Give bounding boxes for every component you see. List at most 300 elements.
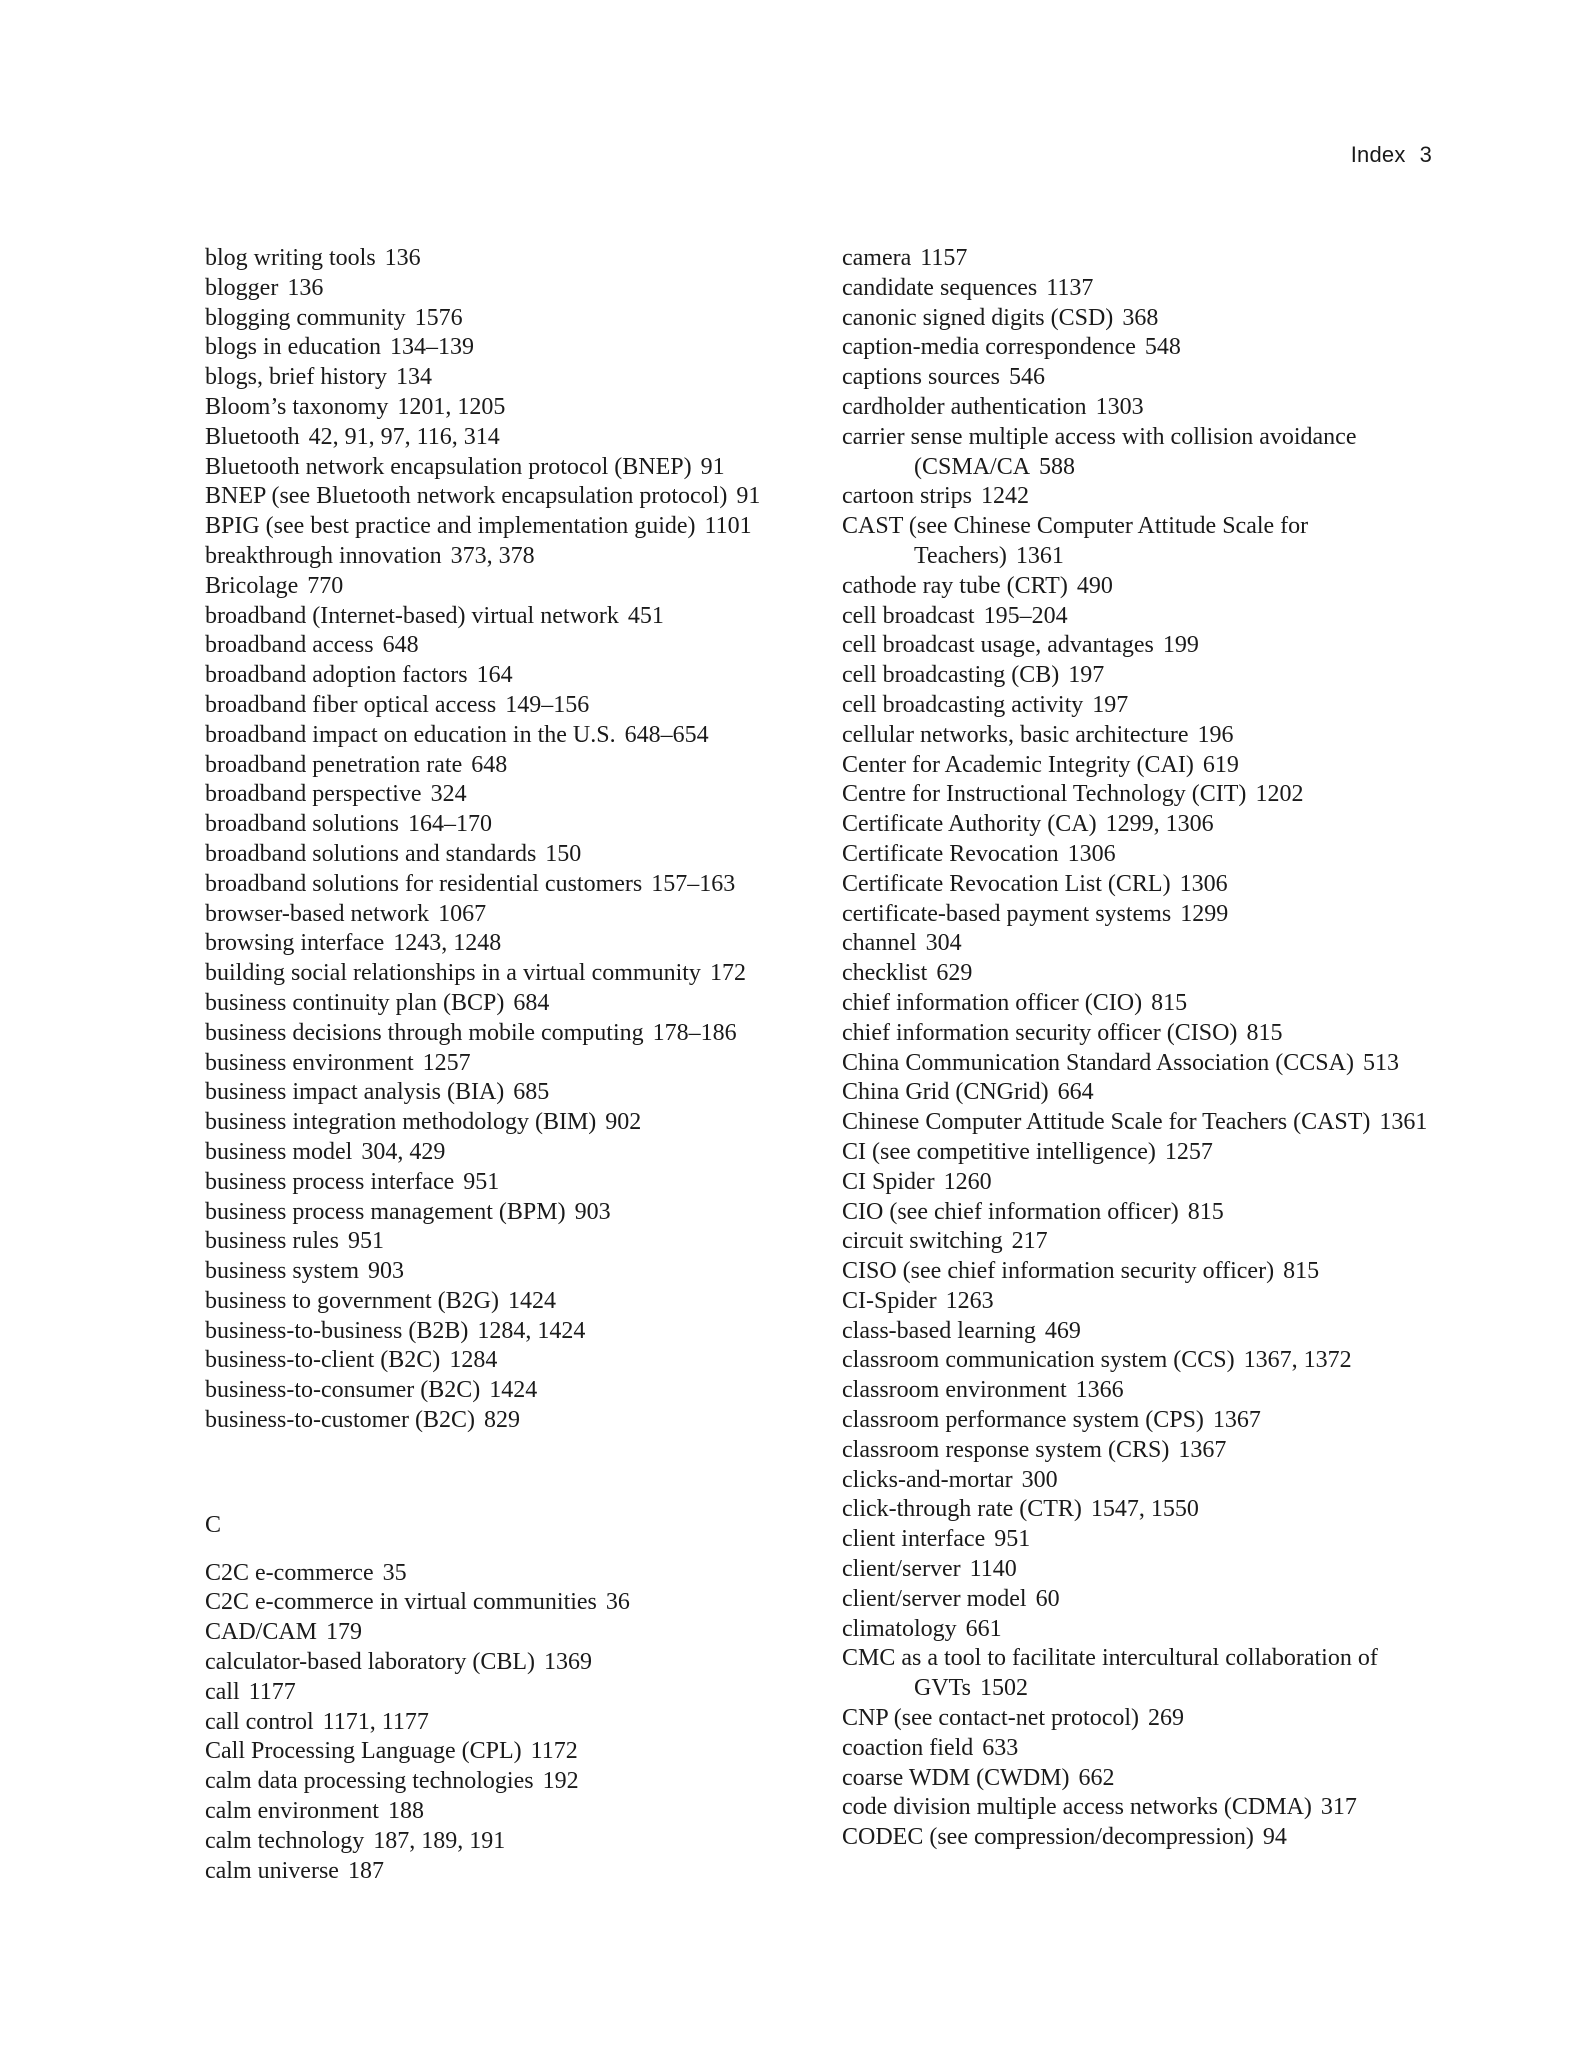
index-entry: [842, 1585, 1442, 1615]
index-entry: [842, 1287, 1442, 1317]
index-pages: 629: [936, 960, 973, 987]
index-term: classroom response system (CRS): [842, 1436, 1170, 1463]
index-pages: 192: [542, 1768, 579, 1795]
index-pages: 164–170: [407, 811, 492, 838]
index-pages: 685: [513, 1079, 550, 1106]
index-pages: 829: [483, 1407, 520, 1434]
index-term: Chinese Computer Attitude Scale for Teachers (CAST): [842, 1109, 1371, 1136]
index-pages: 1299, 1306: [1105, 811, 1214, 838]
index-entry: [205, 1559, 805, 1589]
index-entry: [205, 1708, 805, 1738]
index-entry: [205, 1227, 805, 1257]
index-pages: 136: [287, 274, 324, 301]
index-term: C2C e-commerce: [205, 1559, 374, 1586]
index-term: Certificate Revocation List (CRL): [842, 870, 1171, 897]
index-entry: [842, 989, 1442, 1019]
index-term: Certificate Revocation: [842, 840, 1059, 867]
index-term: cell broadcasting activity: [842, 691, 1084, 718]
index-pages: 60: [1035, 1585, 1060, 1612]
index-term: caption-media correspondence: [842, 334, 1136, 361]
index-entry: [842, 602, 1442, 632]
index-term: business-to-consumer (B2C): [205, 1377, 481, 1404]
index-pages: 588: [1039, 453, 1076, 480]
index-entry: [842, 1227, 1442, 1257]
index-pages: 136: [384, 245, 421, 271]
index-term: circuit switching: [842, 1228, 1003, 1255]
index-entry: [205, 1797, 805, 1827]
index-pages: 633: [982, 1734, 1019, 1761]
index-pages: 1299: [1180, 900, 1229, 927]
index-pages: 91: [700, 453, 725, 480]
index-pages: 951: [994, 1526, 1031, 1553]
index-term: client/server: [842, 1556, 961, 1583]
index-term: captions sources: [842, 364, 1000, 391]
index-term: Bloom’s taxonomy: [205, 393, 389, 420]
index-pages: 1257: [422, 1049, 471, 1076]
index-entry: [842, 929, 1442, 959]
index-term: Bluetooth network encapsulation protocol (BNEP): [205, 453, 692, 480]
index-term: broadband adoption factors: [205, 662, 468, 689]
index-term: broadband solutions: [205, 811, 399, 838]
index-entry: [842, 1049, 1442, 1079]
index-term: broadband access: [205, 632, 374, 659]
index-pages: 187: [347, 1857, 384, 1884]
index-pages: 546: [1008, 364, 1045, 391]
index-pages: 815: [1246, 1019, 1283, 1046]
index-pages: 684: [513, 989, 550, 1016]
index-pages: 1424: [507, 1287, 556, 1314]
index-term: business model: [205, 1138, 353, 1165]
index-term: business impact analysis (BIA): [205, 1079, 505, 1106]
index-term: broadband penetration rate: [205, 751, 463, 778]
index-pages: 1424: [489, 1377, 538, 1404]
index-entry: [842, 1168, 1442, 1198]
index-term: climatology: [842, 1615, 957, 1642]
index-entry: [205, 1108, 805, 1138]
index-term: coarse WDM (CWDM): [842, 1764, 1070, 1791]
index-term: business to government (B2G): [205, 1287, 499, 1314]
index-term: CAST (see Chinese Computer Attitude Scale for Teachers): [842, 513, 1309, 569]
index-term: blogging community: [205, 304, 406, 331]
index-pages: 1303: [1095, 393, 1144, 420]
index-entry: [205, 453, 805, 483]
index-pages: 648–654: [624, 721, 709, 748]
index-entry: [842, 333, 1442, 363]
index-pages: 1263: [945, 1287, 994, 1314]
index-term: broadband impact on education in the U.S.: [205, 721, 616, 748]
index-term: chief information security officer (CISO): [842, 1019, 1238, 1046]
index-term: Centre for Instructional Technology (CIT): [842, 781, 1247, 808]
index-pages: 42, 91, 97, 116, 314: [308, 423, 500, 450]
index-entry: [205, 1198, 805, 1228]
index-pages: 1361: [1015, 542, 1064, 569]
index-entry: [205, 1287, 805, 1317]
index-pages: 1284, 1424: [477, 1317, 586, 1344]
index-entry: [205, 304, 805, 334]
index-entry: [842, 840, 1442, 870]
index-entry: [205, 1767, 805, 1797]
index-entry: [205, 1168, 805, 1198]
index-entry: [842, 1257, 1442, 1287]
index-entry: [205, 363, 805, 393]
left-entries: [205, 244, 805, 1436]
index-term: cathode ray tube (CRT): [842, 572, 1068, 599]
index-entry: [205, 1857, 805, 1887]
index-pages: 134–139: [389, 334, 474, 361]
index-entry: [842, 1346, 1442, 1376]
index-entry: [842, 1793, 1442, 1823]
index-column-left: [205, 244, 805, 1886]
index-entry: [842, 393, 1442, 423]
index-entry: [205, 244, 805, 274]
index-pages: 300: [1021, 1466, 1058, 1493]
index-entry: [205, 1376, 805, 1406]
index-entry: [205, 1737, 805, 1767]
index-entry: [205, 1588, 805, 1618]
index-entry: [842, 900, 1442, 930]
index-entry: [842, 1823, 1442, 1853]
index-pages: 1257: [1164, 1138, 1213, 1165]
index-pages: 91: [736, 483, 761, 510]
index-entry: [205, 572, 805, 602]
index-entry: [842, 274, 1442, 304]
index-pages: 1284: [449, 1347, 498, 1374]
index-entry: [842, 512, 1442, 572]
index-entry: [205, 1078, 805, 1108]
index-term: calm technology: [205, 1827, 365, 1854]
index-pages: 164: [476, 662, 513, 689]
index-pages: 94: [1262, 1824, 1287, 1851]
index-entry: [205, 900, 805, 930]
index-pages: 1172: [530, 1738, 578, 1765]
index-term: broadband fiber optical access: [205, 691, 497, 718]
index-entry: [842, 482, 1442, 512]
index-term: cell broadcasting (CB): [842, 662, 1060, 689]
index-term: CIO (see chief information officer): [842, 1198, 1179, 1225]
index-term: client/server model: [842, 1585, 1027, 1612]
index-pages: 648: [382, 632, 419, 659]
index-term: clicks-and-mortar: [842, 1466, 1013, 1493]
index-entry: [205, 1618, 805, 1648]
index-entry: [842, 1615, 1442, 1645]
index-pages: 195–204: [983, 602, 1068, 629]
index-entry: [205, 274, 805, 304]
index-term: CI (see competitive intelligence): [842, 1138, 1156, 1165]
index-term: blog writing tools: [205, 245, 376, 271]
section-gap: [205, 1436, 805, 1511]
index-entry: [842, 1019, 1442, 1049]
index-term: BPIG (see best practice and implementation guide): [205, 513, 696, 540]
index-pages: 134: [395, 364, 432, 391]
index-entry: [842, 631, 1442, 661]
index-entry: [842, 1734, 1442, 1764]
index-pages: 199: [1162, 632, 1199, 659]
index-term: broadband (Internet-based) virtual network: [205, 602, 619, 629]
index-term: calm data processing technologies: [205, 1768, 534, 1795]
index-term: China Communication Standard Association (CCSA): [842, 1049, 1354, 1076]
index-term: business process management (BPM): [205, 1198, 566, 1225]
index-pages: 469: [1044, 1317, 1081, 1344]
index-term: client interface: [842, 1526, 986, 1553]
index-term: business continuity plan (BCP): [205, 989, 505, 1016]
index-entry: [205, 929, 805, 959]
index-pages: 1306: [1179, 870, 1228, 897]
index-term: Bricolage: [205, 572, 299, 599]
index-term: business decisions through mobile computing: [205, 1019, 644, 1046]
index-entry: [842, 959, 1442, 989]
index-pages: 815: [1151, 989, 1188, 1016]
index-term: business-to-business (B2B): [205, 1317, 469, 1344]
index-pages: 1367, 1372: [1243, 1347, 1352, 1374]
index-entry: [205, 1019, 805, 1049]
index-term: Certificate Authority (CA): [842, 811, 1097, 838]
index-term: Call Processing Language (CPL): [205, 1738, 522, 1765]
index-pages: 157–163: [651, 870, 736, 897]
index-term: coaction field: [842, 1734, 974, 1761]
index-pages: 1137: [1046, 274, 1094, 301]
index-pages: 197: [1068, 662, 1105, 689]
index-pages: 150: [545, 840, 582, 867]
index-term: CI Spider: [842, 1168, 935, 1195]
index-pages: 1140: [969, 1556, 1017, 1583]
index-term: business rules: [205, 1228, 339, 1255]
index-pages: 1547, 1550: [1090, 1496, 1199, 1523]
index-entry: [842, 423, 1442, 483]
index-pages: 902: [605, 1109, 642, 1136]
index-entry: [205, 1346, 805, 1376]
index-entry: [842, 1406, 1442, 1436]
index-pages: 1576: [414, 304, 463, 331]
index-entry: [205, 512, 805, 542]
index-entry: [842, 1436, 1442, 1466]
index-entry: [842, 1376, 1442, 1406]
index-entry: [205, 1678, 805, 1708]
index-term: browser-based network: [205, 900, 430, 927]
index-pages: 1242: [980, 483, 1029, 510]
index-pages: 1361: [1379, 1109, 1428, 1136]
index-pages: 188: [387, 1798, 424, 1825]
index-pages: 951: [348, 1228, 384, 1255]
index-entry: [842, 691, 1442, 721]
index-pages: 648: [471, 751, 508, 778]
index-term: CI-Spider: [842, 1287, 937, 1314]
index-entry: [842, 751, 1442, 781]
index-pages: 373, 378: [450, 542, 535, 569]
index-pages: 548: [1144, 334, 1181, 361]
index-term: broadband perspective: [205, 781, 422, 808]
index-pages: 490: [1076, 572, 1113, 599]
index-entry: [842, 1466, 1442, 1496]
running-head: [1351, 142, 1432, 168]
index-pages: 149–156: [505, 691, 590, 718]
index-entry: [842, 1555, 1442, 1585]
index-term: channel: [842, 930, 917, 957]
index-pages: 1366: [1075, 1377, 1124, 1404]
index-term: business-to-client (B2C): [205, 1347, 441, 1374]
index-pages: 178–186: [652, 1019, 737, 1046]
index-term: blogger: [205, 274, 279, 301]
index-pages: 1202: [1255, 781, 1304, 808]
index-entry: [842, 1108, 1442, 1138]
index-pages: 1171, 1177: [322, 1708, 429, 1735]
index-pages: 1306: [1067, 840, 1116, 867]
index-term: code division multiple access networks (CDMA): [842, 1794, 1312, 1821]
index-term: business process interface: [205, 1168, 455, 1195]
index-pages: 217: [1011, 1228, 1048, 1255]
index-term: CNP (see contact-net protocol): [842, 1705, 1140, 1732]
index-term: canonic signed digits (CSD): [842, 304, 1114, 331]
index-column-right: [842, 244, 1442, 1853]
index-entry: [842, 1198, 1442, 1228]
index-term: carrier sense multiple access with collision avoidance (CSMA/CA: [842, 423, 1357, 480]
index-pages: 815: [1187, 1198, 1224, 1225]
index-entry: [205, 631, 805, 661]
running-head-section: Index: [1350, 142, 1406, 167]
index-term: breakthrough innovation: [205, 542, 442, 569]
index-entry: [205, 542, 805, 572]
index-pages: 1067: [438, 900, 487, 927]
index-entry: [205, 780, 805, 810]
index-term: Center for Academic Integrity (CAI): [842, 751, 1194, 778]
index-entry: [205, 721, 805, 751]
index-term: business environment: [205, 1049, 414, 1076]
index-pages: 1502: [980, 1675, 1028, 1702]
index-pages: 304: [925, 930, 962, 957]
index-term: chief information officer (CIO): [842, 989, 1143, 1016]
index-entry: [842, 721, 1442, 751]
index-pages: 196: [1197, 721, 1234, 748]
index-entry: [205, 840, 805, 870]
index-term: building social relationships in a virtual community: [205, 960, 701, 987]
index-term: click-through rate (CTR): [842, 1496, 1082, 1523]
index-term: class-based learning: [842, 1317, 1036, 1344]
index-entry: [842, 870, 1442, 900]
index-entry: [205, 870, 805, 900]
index-entry: [842, 1704, 1442, 1734]
right-entries: [842, 244, 1442, 1853]
index-entry: [205, 1317, 805, 1347]
index-entry: [205, 423, 805, 453]
index-pages: 619: [1202, 751, 1239, 778]
index-entry: [842, 1764, 1442, 1794]
page-number: 3: [1419, 142, 1432, 167]
index-entry: [205, 1257, 805, 1287]
index-term: CMC as a tool to facilitate intercultural collaboration of GVTs: [842, 1645, 1378, 1702]
index-term: broadband solutions for residential customers: [205, 870, 643, 897]
index-entry: [205, 602, 805, 632]
index-term: checklist: [842, 960, 928, 987]
index-entry: [842, 244, 1442, 274]
index-pages: 513: [1362, 1049, 1399, 1076]
index-pages: 1101: [704, 513, 752, 540]
index-term: business-to-customer (B2C): [205, 1407, 475, 1434]
index-pages: 1367: [1212, 1407, 1261, 1434]
index-entry: [205, 1406, 805, 1436]
index-entry: [205, 482, 805, 512]
index-term: calm environment: [205, 1798, 379, 1825]
index-term: calculator-based laboratory (CBL): [205, 1649, 536, 1676]
index-term: browsing interface: [205, 930, 385, 957]
index-term: China Grid (CNGrid): [842, 1079, 1049, 1106]
index-pages: 951: [463, 1168, 500, 1195]
index-pages: 1243, 1248: [393, 930, 502, 957]
index-entry: [205, 810, 805, 840]
index-entry: [842, 572, 1442, 602]
index-term: call: [205, 1678, 240, 1705]
index-term: calm universe: [205, 1857, 339, 1884]
index-pages: 36: [605, 1589, 630, 1616]
index-term: classroom performance system (CPS): [842, 1407, 1204, 1434]
index-entry: [205, 989, 805, 1019]
index-entry: [842, 363, 1442, 393]
index-entry: [842, 1138, 1442, 1168]
index-term: cell broadcast: [842, 602, 975, 629]
index-pages: 903: [368, 1258, 405, 1285]
index-pages: 1369: [544, 1649, 593, 1676]
index-pages: 664: [1057, 1079, 1094, 1106]
index-pages: 770: [307, 572, 344, 599]
index-pages: 451: [627, 602, 664, 629]
index-pages: 1157: [920, 245, 968, 271]
index-pages: 197: [1092, 691, 1129, 718]
index-entry: [842, 1644, 1442, 1704]
index-term: cellular networks, basic architecture: [842, 721, 1189, 748]
index-term: CAD/CAM: [205, 1619, 318, 1646]
index-entry: [842, 304, 1442, 334]
index-pages: 1177: [248, 1678, 296, 1705]
index-term: C2C e-commerce in virtual communities: [205, 1589, 597, 1616]
index-term: broadband solutions and standards: [205, 840, 537, 867]
index-pages: 1260: [943, 1168, 992, 1195]
index-term: business system: [205, 1258, 360, 1285]
index-pages: 269: [1148, 1705, 1185, 1732]
index-entry: [842, 1495, 1442, 1525]
index-pages: 187, 189, 191: [373, 1827, 506, 1854]
index-entry: [205, 1827, 805, 1857]
index-entry: [205, 1648, 805, 1678]
index-term: blogs, brief history: [205, 364, 387, 391]
section-letter: C: [205, 1511, 222, 1538]
index-term: blogs in education: [205, 334, 381, 361]
index-term: classroom environment: [842, 1377, 1067, 1404]
index-entry: [842, 810, 1442, 840]
index-entry: [205, 959, 805, 989]
index-term: Bluetooth: [205, 423, 300, 450]
index-term: cartoon strips: [842, 483, 972, 510]
index-term: classroom communication system (CCS): [842, 1347, 1235, 1374]
index-pages: 324: [430, 781, 467, 808]
index-term: call control: [205, 1708, 314, 1735]
index-pages: 368: [1122, 304, 1159, 331]
index-entry: [842, 1078, 1442, 1108]
index-term: BNEP (see Bluetooth network encapsulation protocol): [205, 483, 728, 510]
index-term: cell broadcast usage, advantages: [842, 632, 1154, 659]
index-entry: [842, 1317, 1442, 1347]
index-pages: 304, 429: [361, 1138, 446, 1165]
index-term: camera: [842, 245, 912, 271]
index-term: cardholder authentication: [842, 393, 1087, 420]
index-pages: 35: [382, 1559, 407, 1586]
index-term: certificate-based payment systems: [842, 900, 1172, 927]
index-pages: 903: [574, 1198, 611, 1225]
index-term: candidate sequences: [842, 274, 1038, 301]
index-entry: [205, 751, 805, 781]
index-entry: [205, 1138, 805, 1168]
index-pages: 662: [1078, 1764, 1115, 1791]
index-pages: 317: [1320, 1794, 1357, 1821]
index-pages: 172: [709, 960, 746, 987]
index-term: CODEC (see compression/decompression): [842, 1824, 1254, 1851]
